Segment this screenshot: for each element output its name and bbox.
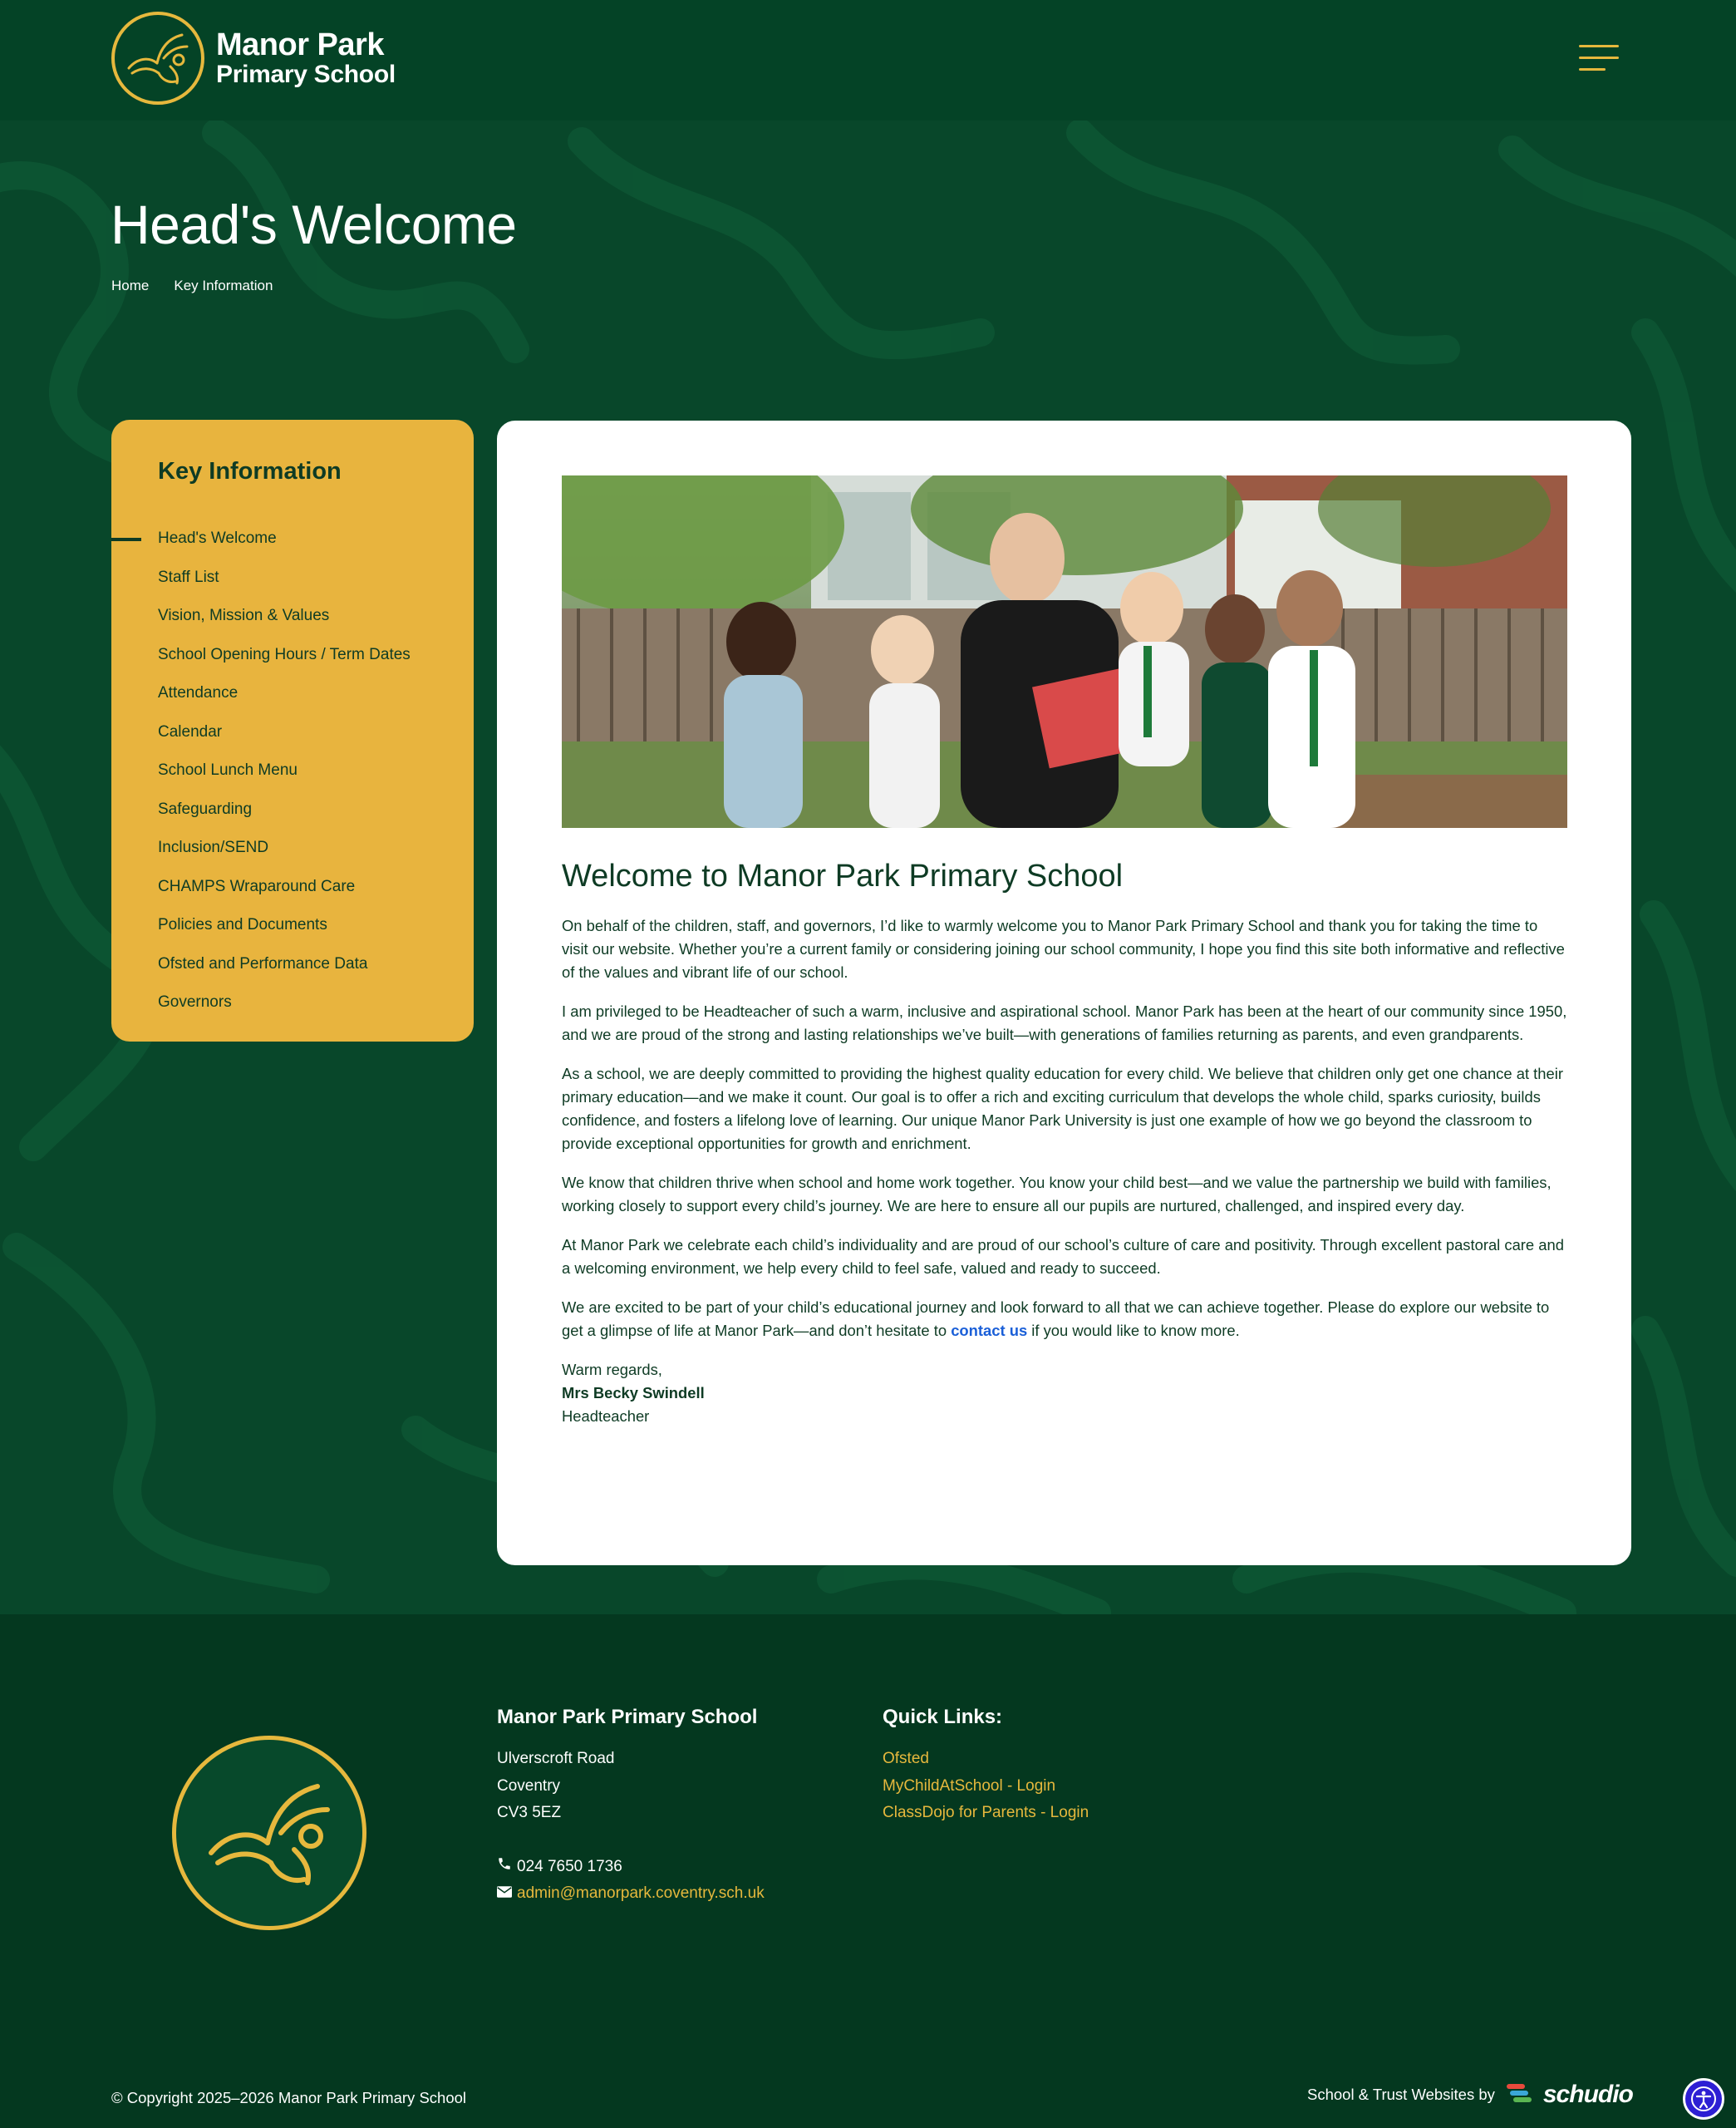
credit-text: School & Trust Websites by (1307, 2086, 1495, 2103)
sidebar-item-inclusion-send[interactable]: Inclusion/SEND (158, 839, 269, 856)
content-paragraph: At Manor Park we celebrate each child’s individuality and are proud of our school’s culture of care and positivity. Through excellent pastoral care and a welcoming environment, we help every child to feel safe, valued and ready to succeed. (562, 1236, 1564, 1277)
sidebar-item-safeguarding[interactable]: Safeguarding (158, 800, 253, 818)
logo-title: Manor Park (216, 27, 384, 62)
quick-links-title: Quick Links: (883, 1706, 1003, 1728)
address-line: Coventry (497, 1776, 561, 1795)
logo-subtitle: Primary School (216, 61, 396, 88)
quick-link-classdojo[interactable]: ClassDojo for Parents - Login (883, 1804, 1089, 1821)
email-link[interactable]: admin@manorpark.coventry.sch.uk (517, 1884, 765, 1902)
sidebar-item-governors[interactable]: Governors (158, 993, 232, 1011)
site-header (0, 0, 1736, 121)
paragraph-text: We are excited to be part of your child’s educational journey and look forward to all that we can achieve together. Please do explore our website to get a glimpse of life at Manor Park—and don’t hesitate to (562, 1298, 1550, 1339)
envelope-icon (497, 1880, 512, 1908)
eagle-emblem-icon (111, 12, 204, 105)
schudio-wordmark: schudio (1542, 2081, 1633, 2108)
address-line: CV3 5EZ (497, 1804, 562, 1821)
sidebar-item-heads-welcome[interactable]: Head's Welcome (111, 520, 474, 559)
sidebar-item-attendance[interactable]: Attendance (158, 684, 239, 702)
quick-link-ofsted[interactable]: Ofsted (883, 1750, 929, 1767)
school-photo (562, 475, 1567, 828)
sidebar-nav (111, 520, 474, 1022)
sidebar-item-ofsted[interactable]: Ofsted and Performance Data (158, 954, 368, 973)
site-logo[interactable] (111, 12, 396, 105)
breadcrumb-home[interactable]: Home (111, 278, 150, 293)
site-footer (0, 1614, 1736, 2128)
signatory-role: Headteacher (562, 1407, 650, 1425)
signoff (562, 1358, 1567, 1428)
content-paragraph-contact (562, 1296, 1567, 1342)
page-title: Head's Welcome (111, 194, 517, 255)
copyright: © Copyright 2025–2026 Manor Park Primary School (111, 2089, 467, 2106)
quick-link-mychildatschool[interactable]: MyChildAtSchool - Login (883, 1776, 1056, 1795)
sidebar-item-staff-list[interactable]: Staff List (158, 568, 219, 586)
hamburger-menu-icon[interactable] (1579, 43, 1620, 73)
content-heading: Welcome to Manor Park Primary School (562, 859, 1124, 894)
footer-contact-column (497, 1706, 765, 1908)
footer-eagle-emblem-icon (172, 1736, 366, 1930)
content-paragraph: As a school, we are deeply committed to providing the highest quality education for every child. We believe that children only get one chance at their primary education—and we make it count. Our goal is to offer a rich and exciting curriculum that develops the whole child, sparks curiosity, builds confidence, and fosters a lifelong love of learning. Our unique Manor Park University is just one example of how we go beyond the classroom to provide exceptional opportunities for growth and enrichment. (562, 1065, 1563, 1152)
phone-row[interactable] (497, 1854, 765, 1881)
email-row[interactable] (497, 1880, 765, 1908)
sidebar-title: Key Information (158, 458, 342, 485)
content-card (497, 421, 1631, 1565)
contact-us-link[interactable]: contact us (951, 1322, 1028, 1339)
content-paragraph: We know that children thrive when school and home work together. You know your child best—and we value the partnership we build with families, working closely to support every child’s journey. We are here to ensure all our pupils are nurtured, challenged, and inspired every day. (562, 1174, 1552, 1214)
sidebar-item-policies[interactable]: Policies and Documents (158, 916, 327, 933)
sidebar-item-lunch-menu[interactable]: School Lunch Menu (158, 761, 298, 779)
address-line: Ulverscroft Road (497, 1750, 615, 1767)
breadcrumb (111, 278, 273, 294)
phone-icon (497, 1854, 512, 1881)
phone-number: 024 7650 1736 (517, 1857, 622, 1875)
accessibility-icon[interactable] (1683, 2078, 1724, 2120)
signatory-name: Mrs Becky Swindell (562, 1384, 705, 1401)
site-credit[interactable] (1307, 2081, 1633, 2109)
breadcrumb-key-information[interactable]: Key Information (174, 278, 273, 293)
footer-school-name: Manor Park Primary School (497, 1706, 758, 1728)
sidebar-item-opening-hours[interactable]: School Opening Hours / Term Dates (158, 645, 411, 663)
sidebar-item-vision-mission-values[interactable]: Vision, Mission & Values (158, 607, 330, 624)
sidebar (111, 420, 474, 1042)
content-body (562, 914, 1567, 1428)
schudio-logo-icon (1505, 2082, 1533, 2108)
footer-quick-links (883, 1706, 1089, 1827)
paragraph-text: if you would like to know more. (1027, 1322, 1240, 1339)
sidebar-item-calendar[interactable]: Calendar (158, 722, 223, 741)
content-paragraph: On behalf of the children, staff, and governors, I’d like to warmly welcome you to Manor Park Primary School and thank you for taking the time to visit our website. Whether you’re a current family or considering joining our school community, I hope you find this site both informative and reflective of the values and vibrant life of our school. (562, 917, 1565, 981)
content-paragraph: I am privileged to be Headteacher of such a warm, inclusive and aspirational school. Manor Park has been at the heart of our community since 1950, and we are proud of the strong and lasting relationships we’ve built—with generations of families returning as parents, and even grandparents. (562, 1002, 1567, 1043)
sidebar-item-champs[interactable]: CHAMPS Wraparound Care (158, 877, 356, 895)
signoff-greeting: Warm regards, (562, 1361, 662, 1378)
